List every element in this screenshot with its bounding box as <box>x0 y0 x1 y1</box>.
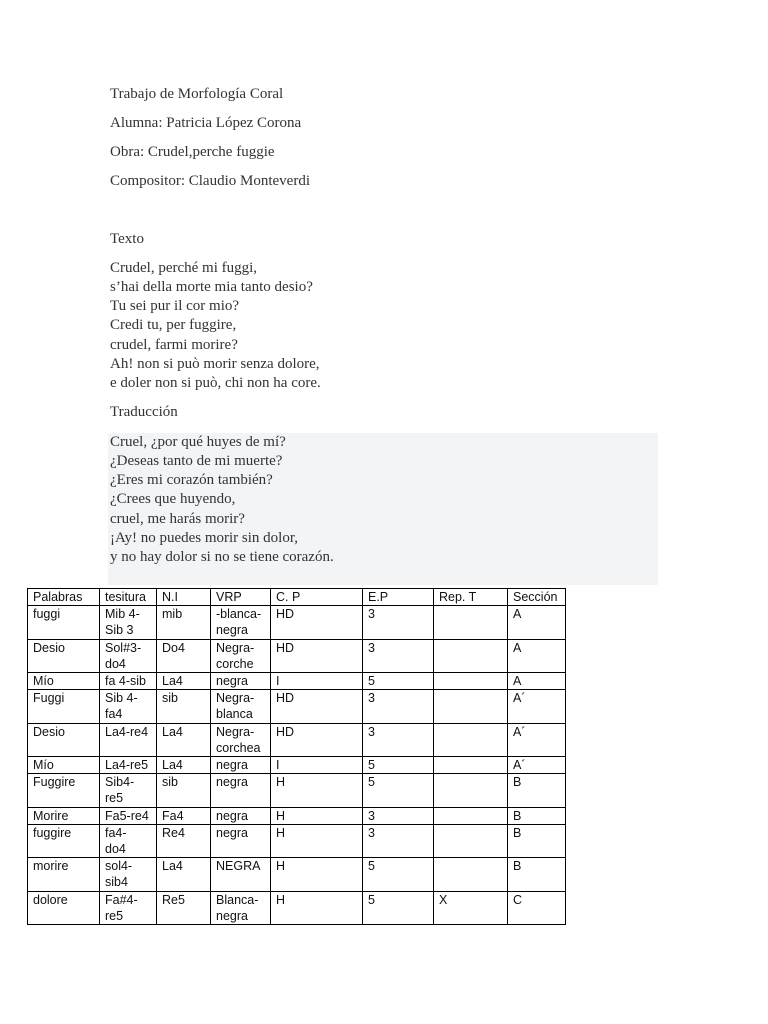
table-cell: Desio <box>28 723 100 756</box>
table-cell: B <box>508 807 566 824</box>
original-text <box>110 259 321 394</box>
table-cell: Morire <box>28 807 100 824</box>
composer: Compositor: Claudio Monteverdi <box>110 172 310 189</box>
table-cell: 5 <box>363 858 434 891</box>
table-cell <box>434 807 508 824</box>
table-cell: Mío <box>28 673 100 690</box>
table-cell: 3 <box>363 723 434 756</box>
table-cell: mib <box>157 606 211 639</box>
table-cell: H <box>271 858 363 891</box>
table-cell: H <box>271 891 363 924</box>
table-row <box>28 639 566 672</box>
table-cell: A´ <box>508 757 566 774</box>
text-line: Ah! non si può morir senza dolore, <box>110 355 320 372</box>
table-row <box>28 690 566 723</box>
table-row <box>28 824 566 857</box>
text-line: s’hai della morte mia tanto desio? <box>110 278 313 295</box>
table-cell: C <box>508 891 566 924</box>
text-line: Crudel, perché mi fuggi, <box>110 259 258 276</box>
table-cell: 3 <box>363 807 434 824</box>
table-cell: Fuggire <box>28 774 100 807</box>
table-cell: fa4- do4 <box>100 824 157 857</box>
table-cell: HD <box>271 690 363 723</box>
table-cell: sib <box>157 774 211 807</box>
table-cell: fuggi <box>28 606 100 639</box>
table-cell <box>434 690 508 723</box>
table-row <box>28 673 566 690</box>
table-row <box>28 757 566 774</box>
column-header: E.P <box>363 589 434 606</box>
table-cell: 5 <box>363 774 434 807</box>
document-title: Trabajo de Morfología Coral <box>110 85 284 102</box>
table-cell: morire <box>28 858 100 891</box>
translation-line: ¡Ay! no puedes morir sin dolor, <box>110 529 298 546</box>
table-cell: H <box>271 807 363 824</box>
table-cell <box>434 723 508 756</box>
table-cell: 5 <box>363 891 434 924</box>
column-header: N.I <box>157 589 211 606</box>
table-cell: sol4- sib4 <box>100 858 157 891</box>
analysis-table <box>27 588 566 925</box>
table-row <box>28 891 566 924</box>
table-cell: B <box>508 774 566 807</box>
table-cell: X <box>434 891 508 924</box>
table-cell: A <box>508 606 566 639</box>
table-cell: La4-re5 <box>100 757 157 774</box>
table-head <box>28 589 566 606</box>
table-header-row <box>28 589 566 606</box>
table-cell <box>434 606 508 639</box>
table-cell: negra <box>211 673 271 690</box>
table-cell: La4-re4 <box>100 723 157 756</box>
table-cell: 5 <box>363 673 434 690</box>
table-cell: Re5 <box>157 891 211 924</box>
table-cell <box>434 673 508 690</box>
table-body <box>28 606 566 925</box>
table-cell: A <box>508 639 566 672</box>
translation-line: Cruel, ¿por qué huyes de mí? <box>110 433 286 450</box>
table-row <box>28 858 566 891</box>
translation-line: cruel, me harás morir? <box>110 510 245 527</box>
table-cell: H <box>271 824 363 857</box>
translation-line: ¿Crees que huyendo, <box>110 491 236 508</box>
translation-text <box>110 433 334 568</box>
table-cell: Sib4- re5 <box>100 774 157 807</box>
table-cell: fuggire <box>28 824 100 857</box>
table-cell: Fa#4- re5 <box>100 891 157 924</box>
table-row <box>28 807 566 824</box>
table-cell <box>434 858 508 891</box>
table-cell: A <box>508 673 566 690</box>
table-cell: La4 <box>157 858 211 891</box>
translation-line: y no hay dolor si no se tiene corazón. <box>110 549 334 566</box>
column-header: Rep. T <box>434 589 508 606</box>
table-cell: Mío <box>28 757 100 774</box>
column-header: Palabras <box>28 589 100 606</box>
table-cell: 3 <box>363 606 434 639</box>
table-cell: dolore <box>28 891 100 924</box>
table-cell: HD <box>271 723 363 756</box>
table-cell: Desio <box>28 639 100 672</box>
table-cell: I <box>271 673 363 690</box>
table-cell: 5 <box>363 757 434 774</box>
table-cell: La4 <box>157 673 211 690</box>
work-title: Obra: Crudel,perche fuggie <box>110 143 275 160</box>
table-cell: negra <box>211 757 271 774</box>
student-name: Alumna: Patricia López Corona <box>110 114 302 131</box>
table-cell: Sib 4- fa4 <box>100 690 157 723</box>
translation-line: ¿Deseas tanto de mi muerte? <box>110 452 283 469</box>
table-cell: La4 <box>157 757 211 774</box>
column-header: Sección <box>508 589 566 606</box>
table-cell <box>434 757 508 774</box>
table-cell: -blanca- negra <box>211 606 271 639</box>
column-header: tesitura <box>100 589 157 606</box>
table-cell: Do4 <box>157 639 211 672</box>
table-cell: H <box>271 774 363 807</box>
table-cell: A´ <box>508 690 566 723</box>
table-cell: Sol#3- do4 <box>100 639 157 672</box>
table-cell: Negra- blanca <box>211 690 271 723</box>
table-cell: I <box>271 757 363 774</box>
text-line: Credi tu, per fuggire, <box>110 317 237 334</box>
table-cell: A´ <box>508 723 566 756</box>
table-cell: negra <box>211 824 271 857</box>
table-cell: Blanca- negra <box>211 891 271 924</box>
text-heading: Texto <box>110 230 144 247</box>
table-cell: Fuggi <box>28 690 100 723</box>
table-cell <box>434 639 508 672</box>
translation-heading: Traducción <box>110 403 178 420</box>
table-cell: fa 4-sib <box>100 673 157 690</box>
table-cell: Negra- corche <box>211 639 271 672</box>
table-cell: NEGRA <box>211 858 271 891</box>
table-cell <box>434 774 508 807</box>
translation-line: ¿Eres mi corazón también? <box>110 472 273 489</box>
table-cell: 3 <box>363 824 434 857</box>
table-cell: sib <box>157 690 211 723</box>
table-cell: negra <box>211 807 271 824</box>
text-line: e doler non si può, chi non ha core. <box>110 375 321 392</box>
table-cell: B <box>508 858 566 891</box>
column-header: VRP <box>211 589 271 606</box>
table-cell: Fa4 <box>157 807 211 824</box>
table-cell: negra <box>211 774 271 807</box>
table-cell: B <box>508 824 566 857</box>
table-cell: 3 <box>363 639 434 672</box>
text-line: Tu sei pur il cor mio? <box>110 298 240 315</box>
table-cell: HD <box>271 606 363 639</box>
text-line: crudel, farmi morire? <box>110 336 238 353</box>
column-header: C. P <box>271 589 363 606</box>
table-cell: HD <box>271 639 363 672</box>
table-cell <box>434 824 508 857</box>
table-cell: Negra- corchea <box>211 723 271 756</box>
table-cell: Re4 <box>157 824 211 857</box>
table-row <box>28 606 566 639</box>
table-row <box>28 774 566 807</box>
table-cell: 3 <box>363 690 434 723</box>
table-cell: Fa5-re4 <box>100 807 157 824</box>
table-cell: Mib 4- Sib 3 <box>100 606 157 639</box>
table-cell: La4 <box>157 723 211 756</box>
table-row <box>28 723 566 756</box>
